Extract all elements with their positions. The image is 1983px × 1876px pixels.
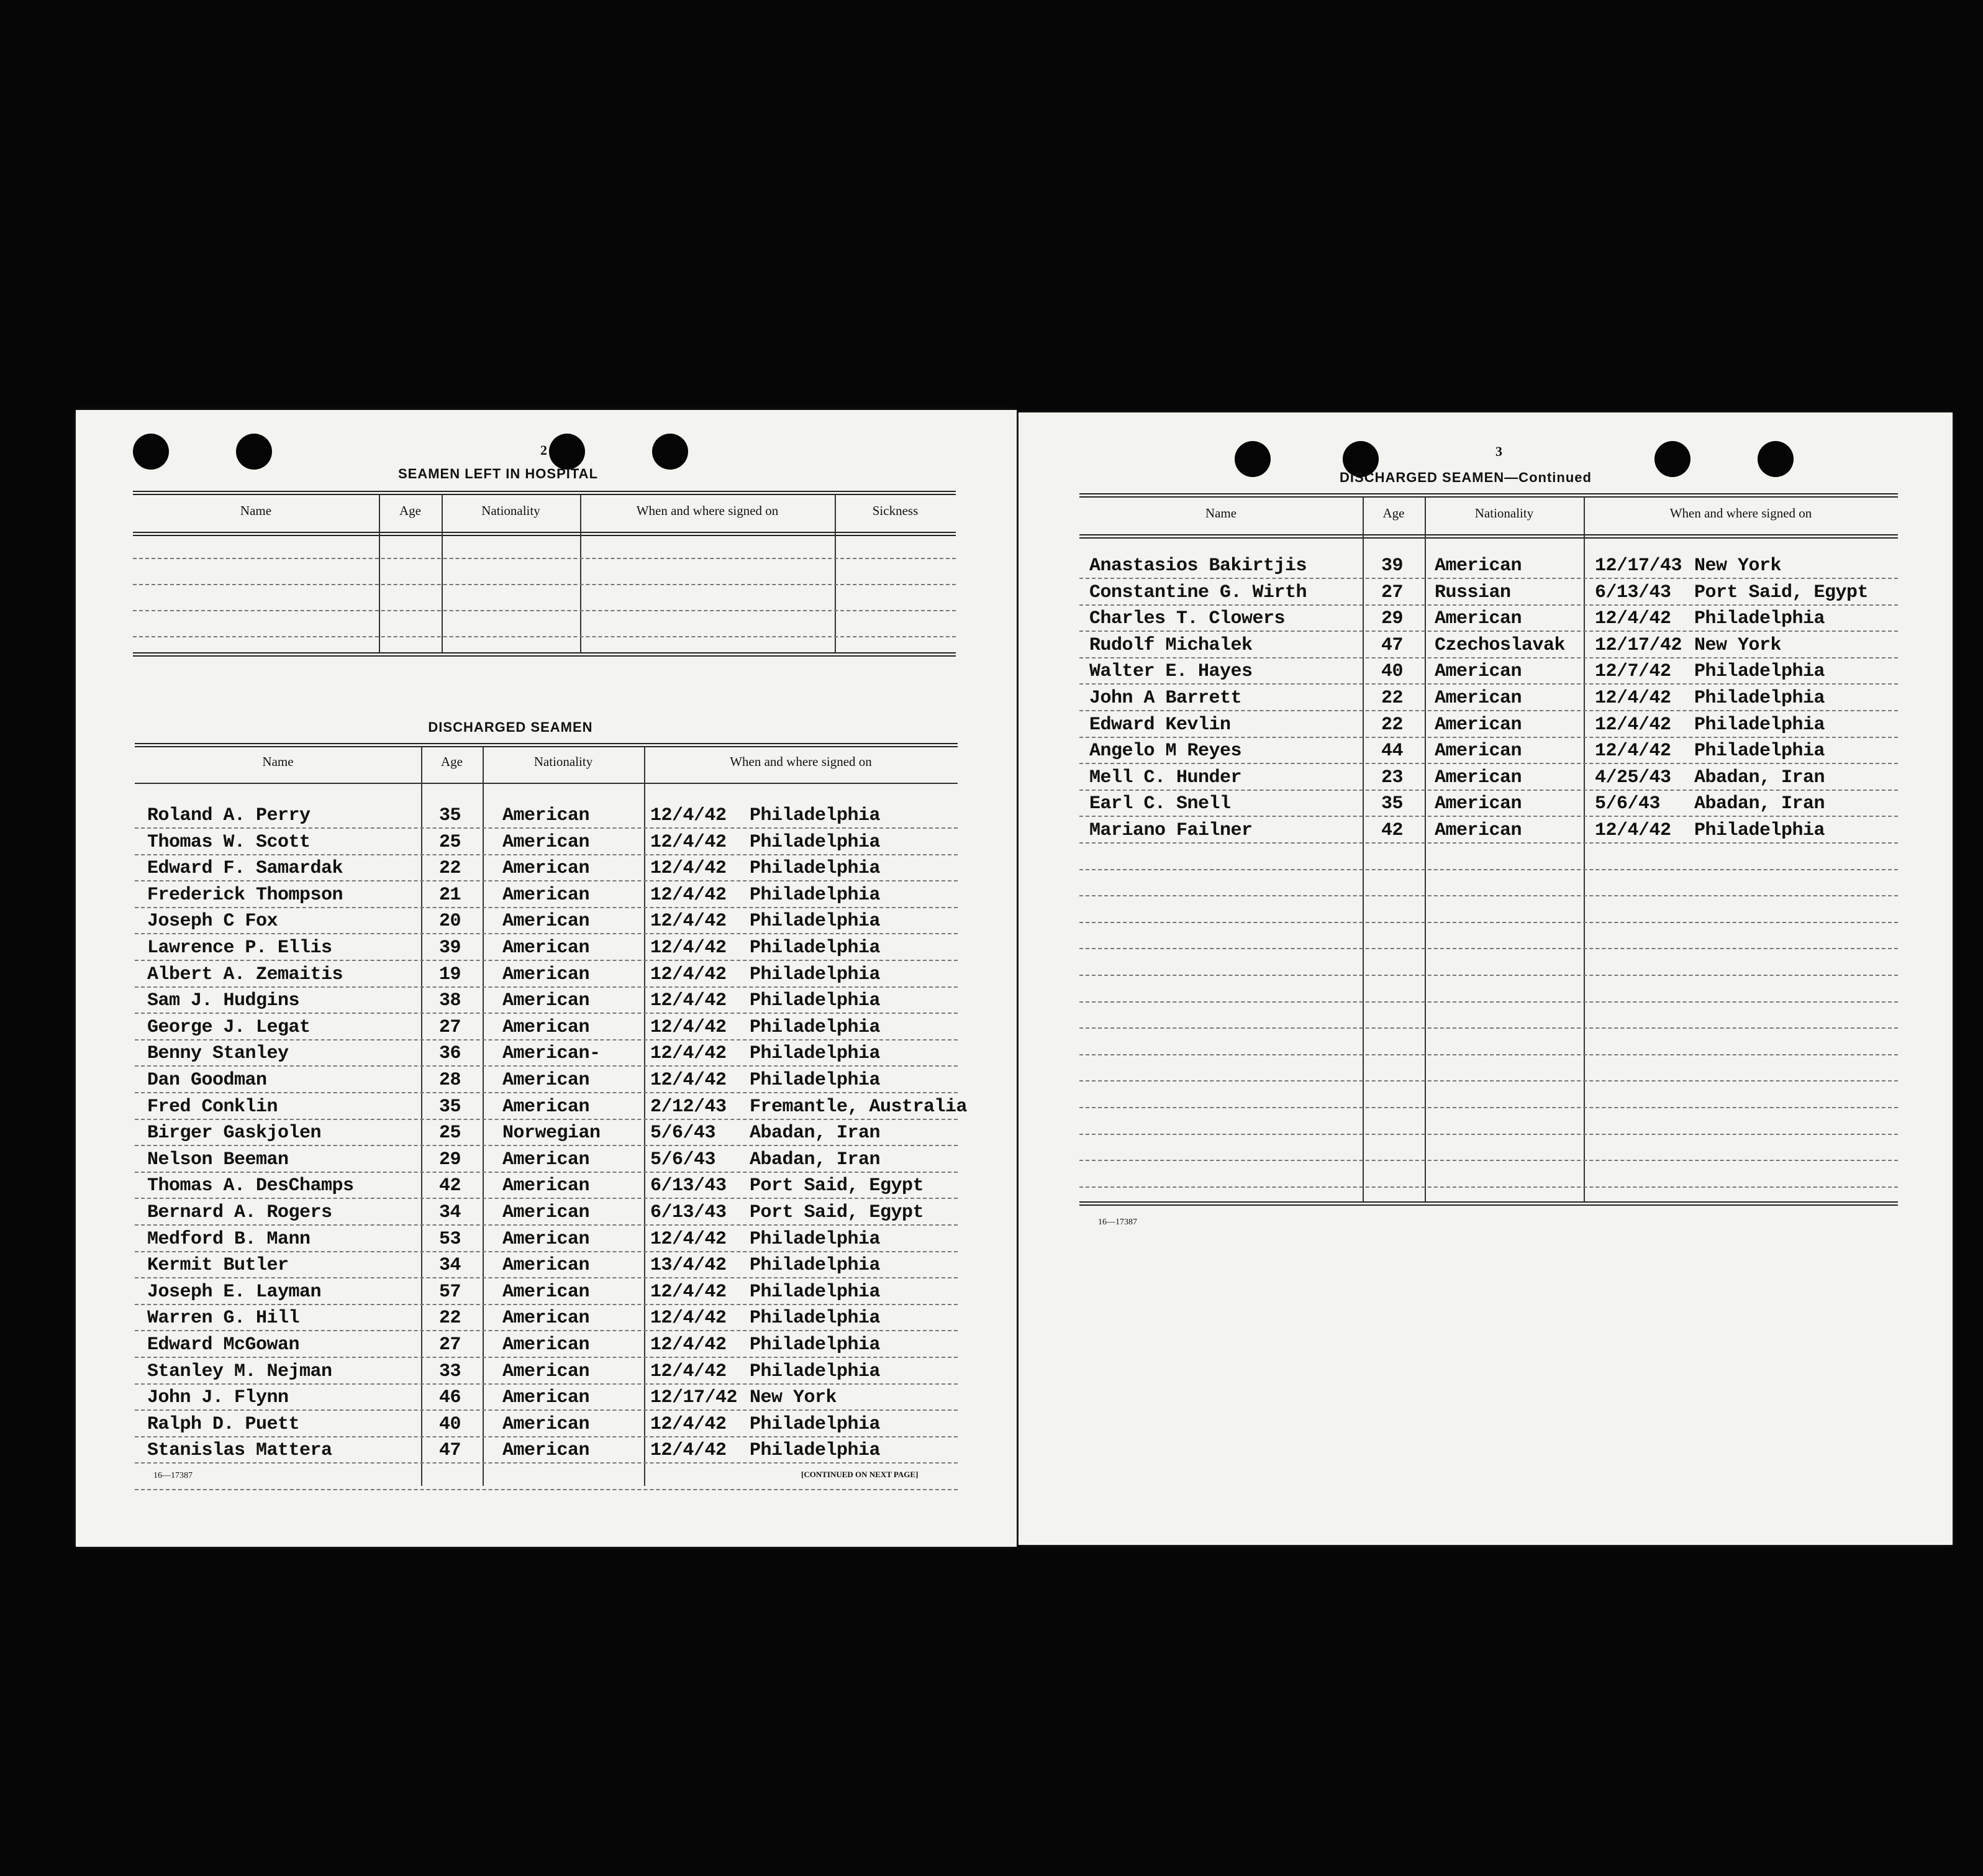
discharged-seamen-table [135, 743, 968, 1485]
seaman-age: 40 [1381, 661, 1404, 683]
signed-on-date: 5/6/43 [650, 1149, 716, 1170]
row-rule [1079, 1001, 1898, 1003]
table-row [135, 1361, 958, 1388]
row-rule [1079, 975, 1898, 976]
seaman-name: Mariano Failner [1089, 820, 1253, 841]
seaman-age: 22 [439, 1308, 461, 1329]
seaman-name: Birger Gaskjolen [147, 1122, 322, 1144]
seaman-name: Sam J. Hudgins [147, 990, 300, 1012]
col-header-signed-on: When and where signed on [730, 754, 872, 769]
seaman-age: 38 [439, 990, 461, 1012]
seaman-age: 20 [439, 911, 461, 932]
col-header-age: Age [399, 503, 421, 518]
seaman-name: Medford B. Mann [147, 1228, 311, 1250]
seaman-name: Rudolf Michalek [1089, 634, 1253, 656]
seaman-age: 44 [1381, 740, 1404, 762]
punch-hole [133, 434, 169, 470]
signed-on-date: 12/4/42 [650, 831, 727, 853]
table-row [135, 832, 958, 859]
col-header-name: Name [262, 754, 294, 769]
seaman-name: Frederick Thompson [147, 884, 343, 906]
signed-on-date: 12/4/42 [650, 858, 727, 880]
seaman-nationality: American [502, 1228, 590, 1250]
signed-on-date: 12/4/42 [1595, 820, 1671, 841]
seaman-age: 39 [439, 937, 461, 958]
seaman-name: Edward F. Samardak [147, 858, 343, 880]
signed-on-place: Philadelphia [750, 1070, 881, 1091]
punch-hole [1235, 441, 1271, 477]
row-rule [1079, 869, 1898, 870]
signed-on-date: 12/4/42 [650, 805, 727, 826]
seaman-nationality: American [502, 1387, 590, 1409]
seaman-nationality: American [502, 884, 590, 906]
signed-on-date: 12/4/42 [650, 911, 727, 932]
punch-hole [1758, 441, 1794, 477]
seaman-name: Warren G. Hill [147, 1308, 300, 1329]
table-row [135, 1334, 958, 1362]
seaman-age: 57 [439, 1281, 461, 1303]
seaman-name: Dan Goodman [147, 1070, 267, 1091]
header-rule [135, 783, 958, 784]
page-number: 2 [540, 442, 547, 458]
row-rule [1079, 1186, 1898, 1188]
signed-on-place: Philadelphia [1694, 820, 1825, 841]
signed-on-place: Philadelphia [750, 963, 881, 985]
seaman-nationality: American [502, 1413, 590, 1435]
signed-on-place: Port Said, Egypt [750, 1202, 924, 1223]
signed-on-place: Abadan, Iran [750, 1149, 881, 1170]
punch-hole [236, 434, 272, 470]
table-row [135, 1122, 958, 1150]
seaman-age: 47 [1381, 634, 1404, 656]
seaman-nationality: American [502, 1070, 590, 1091]
col-header-age: Age [441, 754, 463, 769]
row-rule [133, 610, 956, 611]
seaman-nationality: American- [502, 1043, 601, 1065]
signed-on-date: 12/4/42 [650, 1334, 727, 1355]
signed-on-date: 6/13/43 [650, 1202, 727, 1223]
table-row [135, 1096, 968, 1124]
table-top-rule [135, 743, 958, 747]
seaman-nationality: American [502, 1016, 590, 1038]
signed-on-date: 12/17/42 [650, 1387, 738, 1409]
seaman-name: Stanley M. Nejman [147, 1360, 332, 1382]
table-header-rule [133, 532, 956, 536]
seaman-nationality: American [1435, 661, 1522, 683]
signed-on-date: 12/4/42 [650, 1281, 727, 1303]
signed-on-place: Abadan, Iran [1694, 793, 1825, 815]
row-rule [1079, 895, 1898, 896]
signed-on-date: 6/13/43 [1595, 581, 1671, 603]
signed-on-place: Philadelphia [1694, 608, 1825, 630]
seaman-name: Ralph D. Puett [147, 1413, 300, 1435]
seaman-name: Kermit Butler [147, 1255, 289, 1277]
row-rule [1079, 1080, 1898, 1081]
signed-on-place: Philadelphia [1694, 714, 1825, 735]
table-bottom-rule [133, 652, 956, 657]
table-row [1079, 767, 1898, 795]
table-row [135, 911, 958, 938]
table-row [135, 885, 958, 912]
signed-on-place: New York [750, 1387, 837, 1409]
seaman-nationality: American [502, 1202, 590, 1223]
signed-on-date: 12/4/42 [650, 1308, 727, 1329]
seaman-age: 25 [439, 1122, 461, 1144]
seaman-nationality: American [1435, 820, 1522, 841]
punch-hole [652, 434, 688, 470]
signed-on-date: 12/4/42 [650, 990, 727, 1012]
signed-on-place: Port Said, Egypt [750, 1175, 924, 1197]
seaman-age: 29 [1381, 608, 1404, 630]
signed-on-date: 12/4/42 [650, 1016, 727, 1038]
row-rule [1079, 1107, 1898, 1108]
signed-on-date: 12/4/42 [650, 937, 727, 958]
signed-on-date: 6/13/43 [650, 1175, 727, 1197]
table-row [135, 1282, 958, 1309]
seaman-nationality: American [1435, 608, 1522, 630]
signed-on-date: 12/7/42 [1595, 661, 1671, 683]
table-row [1079, 688, 1898, 715]
row-rule [1079, 922, 1898, 923]
signed-on-place: Philadelphia [750, 1440, 881, 1462]
col-header-sickness: Sickness [872, 503, 919, 518]
page-number: 3 [1495, 444, 1502, 459]
table-row [135, 1175, 958, 1203]
seaman-nationality: Norwegian [502, 1122, 601, 1144]
table-row [1079, 714, 1898, 742]
signed-on-date: 12/4/42 [650, 1043, 727, 1065]
seaman-name: Edward McGowan [147, 1334, 300, 1355]
hospital-table [133, 491, 956, 657]
seaman-age: 21 [439, 884, 461, 906]
table-row [135, 1202, 958, 1229]
signed-on-place: Philadelphia [1694, 688, 1825, 709]
table-row [135, 937, 958, 965]
signed-on-place: Philadelphia [750, 858, 881, 880]
table-row [135, 1440, 958, 1467]
row-rule [133, 584, 956, 585]
signed-on-date: 5/6/43 [1595, 793, 1661, 815]
signed-on-date: 4/25/43 [1595, 767, 1671, 788]
row-rule [1079, 948, 1898, 949]
seaman-nationality: American [502, 1149, 590, 1170]
seaman-age: 42 [439, 1175, 461, 1197]
seaman-name: George J. Legat [147, 1016, 311, 1038]
seaman-name: Fred Conklin [147, 1096, 278, 1118]
seaman-nationality: American [502, 858, 590, 880]
signed-on-place: Philadelphia [1694, 661, 1825, 683]
signed-on-place: Philadelphia [750, 884, 881, 906]
table-row [135, 1070, 958, 1097]
table-row [135, 1414, 958, 1441]
table-row [1079, 661, 1898, 688]
signed-on-date: 12/4/42 [1595, 714, 1671, 735]
signed-on-date: 12/4/42 [650, 1228, 727, 1250]
seaman-name: John A Barrett [1089, 688, 1242, 709]
seaman-name: Roland A. Perry [147, 805, 311, 826]
punch-hole [549, 434, 585, 470]
seaman-nationality: Czechoslavak [1435, 634, 1566, 656]
continued-note: [CONTINUED ON NEXT PAGE] [801, 1470, 919, 1479]
table-top-rule [1079, 493, 1898, 498]
signed-on-date: 12/4/42 [1595, 688, 1671, 709]
row-rule [1079, 1134, 1898, 1135]
signed-on-date: 12/4/42 [1595, 740, 1671, 762]
signed-on-place: Philadelphia [750, 1016, 881, 1038]
row-rule [1079, 1027, 1898, 1029]
table-row [135, 1255, 958, 1282]
seaman-name: Walter E. Hayes [1089, 661, 1253, 683]
signed-on-date: 12/4/42 [650, 1413, 727, 1435]
table-row [1079, 820, 1898, 847]
right-page [1019, 412, 1953, 1545]
signed-on-date: 12/4/42 [650, 1440, 727, 1462]
table-row [1079, 555, 1898, 583]
signed-on-date: 12/4/42 [1595, 608, 1671, 630]
signed-on-place: Philadelphia [750, 1281, 881, 1303]
seaman-age: 27 [439, 1334, 461, 1355]
table-row [135, 1387, 958, 1414]
seaman-age: 28 [439, 1070, 461, 1091]
signed-on-place: Philadelphia [750, 1413, 881, 1435]
row-rule [133, 558, 956, 559]
signed-on-place: Philadelphia [750, 1255, 881, 1277]
seaman-nationality: American [502, 1308, 590, 1329]
table-row [1079, 582, 1898, 609]
signed-on-place: Philadelphia [750, 911, 881, 932]
seaman-age: 22 [1381, 688, 1404, 709]
seaman-nationality: Russian [1435, 581, 1511, 603]
seaman-age: 35 [1381, 793, 1404, 815]
table-bottom-rule [1079, 1201, 1898, 1206]
table-top-rule [133, 491, 956, 495]
table-header-rule [1079, 534, 1898, 539]
table-row [135, 1017, 958, 1044]
col-header-name: Name [240, 503, 272, 518]
signed-on-place: Philadelphia [750, 1360, 881, 1382]
seaman-nationality: American [502, 911, 590, 932]
signed-on-date: 2/12/43 [650, 1096, 727, 1118]
signed-on-place: Philadelphia [750, 937, 881, 958]
seaman-age: 27 [1381, 581, 1404, 603]
seaman-name: Earl C. Snell [1089, 793, 1231, 815]
table-row [135, 964, 958, 991]
seaman-age: 34 [439, 1202, 461, 1223]
col-header-age: Age [1382, 506, 1405, 521]
seaman-age: 35 [439, 805, 461, 826]
col-header-signed-on: When and where signed on [636, 503, 779, 518]
col-header-nationality: Nationality [533, 754, 593, 769]
col-header-nationality: Nationality [481, 503, 540, 518]
seaman-nationality: American [1435, 688, 1522, 709]
form-number: 16—17387 [153, 1471, 193, 1480]
seaman-age: 42 [1381, 820, 1404, 841]
seaman-age: 53 [439, 1228, 461, 1250]
seaman-name: Thomas W. Scott [147, 831, 311, 853]
seaman-age: 40 [439, 1413, 461, 1435]
signed-on-date: 13/4/42 [650, 1255, 727, 1277]
signed-on-place: Philadelphia [750, 1308, 881, 1329]
seaman-name: Constantine G. Wirth [1089, 581, 1307, 603]
signed-on-place: Philadelphia [750, 831, 881, 853]
seaman-name: Albert A. Zemaitis [147, 963, 343, 985]
signed-on-date: 12/4/42 [650, 963, 727, 985]
seaman-name: Anastasios Bakirtjis [1089, 555, 1307, 576]
seaman-age: 35 [439, 1096, 461, 1118]
seaman-age: 27 [439, 1016, 461, 1038]
punch-hole [1654, 441, 1690, 477]
row-rule [135, 1489, 958, 1490]
seaman-nationality: American [502, 990, 590, 1012]
seaman-nationality: American [1435, 767, 1522, 788]
signed-on-date: 5/6/43 [650, 1122, 716, 1144]
seaman-name: Edward Kevlin [1089, 714, 1231, 735]
col-header-signed-on: When and where signed on [1669, 506, 1812, 521]
discharged-section-title: DISCHARGED SEAMEN [428, 719, 593, 735]
seaman-name: Bernard A. Rogers [147, 1202, 332, 1223]
table-row [135, 858, 958, 885]
col-header-name: Name [1205, 506, 1237, 521]
seaman-nationality: American [502, 1360, 590, 1382]
row-rule [1079, 1054, 1898, 1055]
seaman-age: 46 [439, 1387, 461, 1409]
signed-on-place: Philadelphia [750, 805, 881, 826]
table-row [135, 805, 958, 832]
discharged-continued-table [1079, 493, 1898, 1206]
seaman-nationality: American [1435, 555, 1522, 576]
seaman-name: Benny Stanley [147, 1043, 289, 1065]
table-row [1079, 608, 1898, 635]
seaman-nationality: American [502, 1096, 590, 1118]
signed-on-date: 12/4/42 [650, 884, 727, 906]
seaman-age: 34 [439, 1255, 461, 1277]
seaman-age: 47 [439, 1440, 461, 1462]
table-row [135, 990, 958, 1018]
signed-on-place: Abadan, Iran [1694, 767, 1825, 788]
seaman-name: Angelo M Reyes [1089, 740, 1242, 762]
seaman-nationality: American [1435, 740, 1522, 762]
discharged-continued-title: DISCHARGED SEAMEN—Continued [1340, 470, 1592, 485]
signed-on-date: 12/4/42 [650, 1070, 727, 1091]
seaman-age: 25 [439, 831, 461, 853]
signed-on-place: New York [1694, 555, 1782, 576]
table-row [135, 1308, 958, 1335]
seaman-nationality: American [502, 1281, 590, 1303]
signed-on-date: 12/17/43 [1595, 555, 1682, 576]
row-rule [1079, 1160, 1898, 1161]
seaman-name: Joseph E. Layman [147, 1281, 322, 1303]
seaman-nationality: American [502, 1440, 590, 1462]
table-row [1079, 635, 1898, 662]
seaman-name: John J. Flynn [147, 1387, 289, 1409]
signed-on-place: Philadelphia [750, 990, 881, 1012]
seaman-nationality: American [502, 1334, 590, 1355]
seaman-nationality: American [1435, 714, 1522, 735]
seaman-nationality: American [502, 1175, 590, 1197]
seaman-age: 33 [439, 1360, 461, 1382]
hospital-section-title: SEAMEN LEFT IN HOSPITAL [397, 466, 599, 481]
table-row [1079, 793, 1898, 821]
table-row [1079, 740, 1898, 768]
table-row [135, 1043, 958, 1070]
signed-on-place: New York [1694, 634, 1782, 656]
signed-on-date: 12/4/42 [650, 1360, 727, 1382]
signed-on-place: Philadelphia [750, 1043, 881, 1065]
seaman-age: 22 [439, 858, 461, 880]
col-header-nationality: Nationality [1474, 506, 1534, 521]
left-page [76, 410, 1017, 1547]
seaman-nationality: American [1435, 793, 1522, 815]
seaman-name: Thomas A. DesChamps [147, 1175, 354, 1197]
seaman-nationality: American [502, 805, 590, 826]
seaman-age: 19 [439, 963, 461, 985]
form-number: 16—17387 [1098, 1218, 1137, 1227]
signed-on-place: Philadelphia [750, 1228, 881, 1250]
seaman-age: 22 [1381, 714, 1404, 735]
seaman-name: Mell C. Hunder [1089, 767, 1242, 788]
signed-on-place: Port Said, Egypt [1694, 581, 1869, 603]
seaman-age: 29 [439, 1149, 461, 1170]
seaman-name: Charles T. Clowers [1089, 608, 1286, 630]
seaman-age: 23 [1381, 767, 1404, 788]
signed-on-date: 12/17/42 [1595, 634, 1682, 656]
signed-on-place: Philadelphia [750, 1334, 881, 1355]
row-rule [133, 636, 956, 637]
seaman-name: Lawrence P. Ellis [147, 937, 332, 958]
seaman-name: Stanislas Mattera [147, 1440, 332, 1462]
seaman-name: Joseph C Fox [147, 911, 278, 932]
seaman-age: 39 [1381, 555, 1404, 576]
seaman-nationality: American [502, 963, 590, 985]
seaman-nationality: American [502, 1255, 590, 1277]
seaman-nationality: American [502, 831, 590, 853]
table-row [135, 1229, 958, 1256]
seaman-name: Nelson Beeman [147, 1149, 289, 1170]
seaman-age: 36 [439, 1043, 461, 1065]
table-row [135, 1149, 958, 1177]
signed-on-place: Abadan, Iran [750, 1122, 881, 1144]
signed-on-place: Fremantle, Australia [750, 1096, 968, 1118]
seaman-nationality: American [502, 937, 590, 958]
signed-on-place: Philadelphia [1694, 740, 1825, 762]
